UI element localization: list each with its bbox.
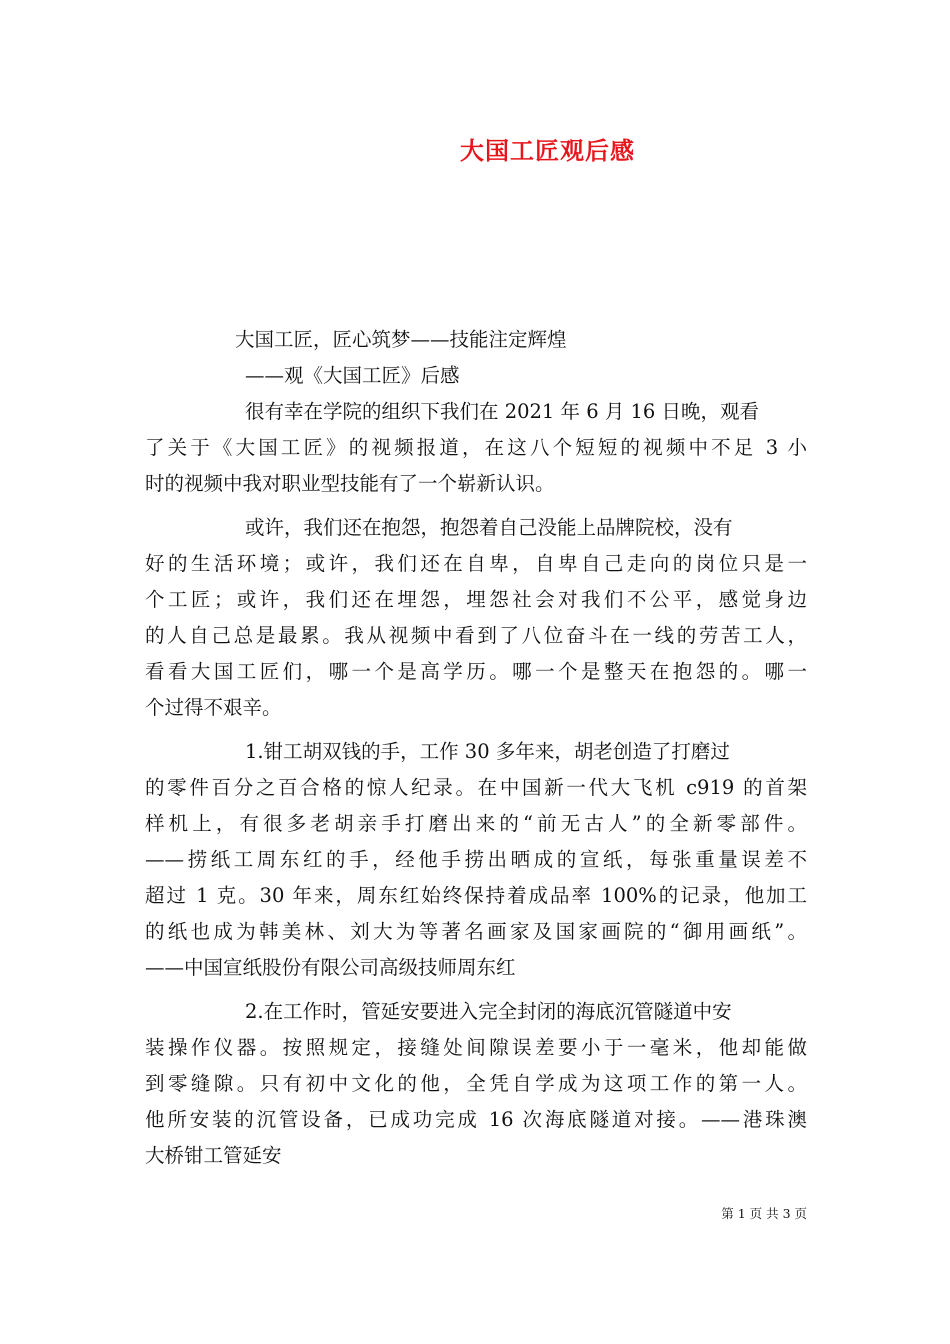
page-title: 大国工匠观后感 [460, 137, 635, 165]
text-line: 很有幸在学院的组织下我们在 2021 年 6 月 16 日晚，观看 [245, 400, 760, 423]
text-line: 好的生活环境；或许，我们还在自卑，自卑自己走向的岗位只是一 [145, 552, 807, 575]
text-line: 大桥钳工管延安 [145, 1144, 282, 1167]
text-line: 他所安装的沉管设备，已成功完成 16 次海底隧道对接。——港珠澳 [145, 1108, 807, 1131]
text-line: 或许，我们还在抱怨，抱怨着自己没能上品牌院校，没有 [245, 516, 733, 539]
text-line: 看看大国工匠们，哪一个是高学历。哪一个是整天在抱怨的。哪一 [145, 660, 807, 683]
text-line: 1.钳工胡双钱的手，工作 30 多年来，胡老创造了打磨过 [245, 740, 730, 763]
paragraph-3 [145, 734, 807, 986]
paragraph-4 [145, 994, 807, 1174]
text-line: 的零件百分之百合格的惊人纪录。在中国新一代大飞机 c919 的首架 [145, 776, 807, 799]
text-line: ——捞纸工周东红的手，经他手捞出晒成的宣纸，每张重量误差不 [145, 848, 807, 871]
text-line: ——中国宣纸股份有限公司高级技师周东红 [145, 956, 516, 979]
text-line: 样机上，有很多老胡亲手打磨出来的“前无古人”的全新零部件。 [145, 812, 807, 835]
text-line: 2.在工作时，管延安要进入完全封闭的海底沉管隧道中安 [245, 1000, 732, 1023]
text-line: 个过得不艰辛。 [145, 696, 282, 719]
text-line: 超过 1 克。30 年来，周东红始终保持着成品率 100%的记录，他加工 [145, 884, 807, 907]
text-line: 的纸也成为韩美林、刘大为等著名画家及国家画院的“御用画纸”。 [145, 920, 807, 943]
page-footer: 第 1 页 共 3 页 [721, 1206, 807, 1221]
text-line: 时的视频中我对职业型技能有了一个崭新认识。 [145, 472, 555, 495]
paragraph-2 [145, 510, 807, 726]
text-line: 了关于《大国工匠》的视频报道，在这八个短短的视频中不足 3 小 [145, 436, 807, 459]
text-line: 装操作仪器。按照规定，接缝处间隙误差要小于一毫米，他却能做 [145, 1036, 807, 1059]
paragraph-1 [145, 394, 807, 502]
text-line: 个工匠；或许，我们还在埋怨，埋怨社会对我们不公平，感觉身边 [145, 588, 807, 611]
subtitle: 大国工匠，匠心筑梦——技能注定辉煌 [235, 328, 567, 351]
text-line: 的人自己总是最累。我从视频中看到了八位奋斗在一线的劳苦工人， [145, 624, 807, 647]
text-line: 到零缝隙。只有初中文化的他，全凭自学成为这项工作的第一人。 [145, 1072, 807, 1095]
body-text [145, 322, 807, 1174]
subtitle-attribution: ——观《大国工匠》后感 [245, 364, 460, 387]
